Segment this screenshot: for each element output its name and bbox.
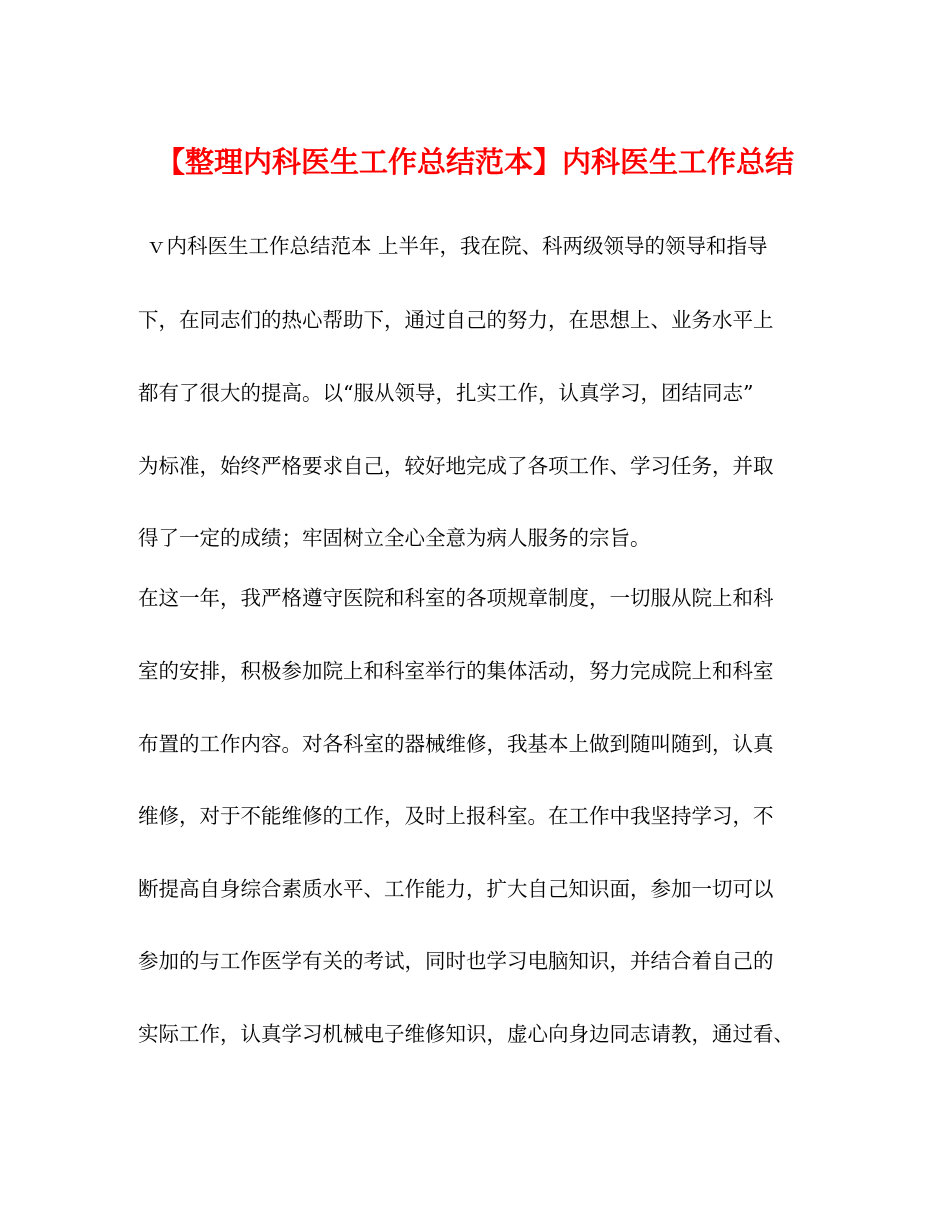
- paragraph-line-8: 布置的工作内容。对各科室的器械维修，我基本上做到随叫随到，认真: [138, 732, 774, 756]
- paragraph-line-4: 为标准，始终严格要求自己，较好地完成了各项工作、学习任务，并取: [138, 454, 774, 478]
- paragraph-line-6: 在这一年，我严格遵守医院和科室的各项规章制度，一切服从院上和科: [138, 586, 774, 610]
- paragraph-line-10: 断提高自身综合素质水平、工作能力，扩大自己知识面，参加一切可以: [138, 877, 774, 901]
- paragraph-line-1: ｖ内科医生工作总结范本 上半年，我在院、科两级领导的领导和指导: [146, 234, 768, 258]
- paragraph-line-12: 实际工作，认真学习机械电子维修知识，虚心向身边同志请教，通过看、: [138, 1022, 794, 1046]
- paragraph-line-7: 室的安排，积极参加院上和科室举行的集体活动，努力完成院上和科室: [138, 659, 774, 683]
- paragraph-line-3: 都有了很大的提高。以“服从领导，扎实工作，认真学习，团结同志”: [138, 381, 754, 405]
- paragraph-line-2: 下，在同志们的热心帮助下，通过自己的努力，在思想上、业务水平上: [138, 308, 774, 332]
- document-title: 【整理内科医生工作总结范本】内科医生工作总结: [155, 145, 794, 179]
- paragraph-line-5: 得了一定的成绩；牢固树立全心全意为病人服务的宗旨。: [138, 526, 651, 550]
- paragraph-line-9: 维修，对于不能维修的工作，及时上报科室。在工作中我坚持学习，不: [138, 804, 774, 828]
- paragraph-line-11: 参加的与工作医学有关的考试，同时也学习电脑知识，并结合着自己的: [138, 949, 774, 973]
